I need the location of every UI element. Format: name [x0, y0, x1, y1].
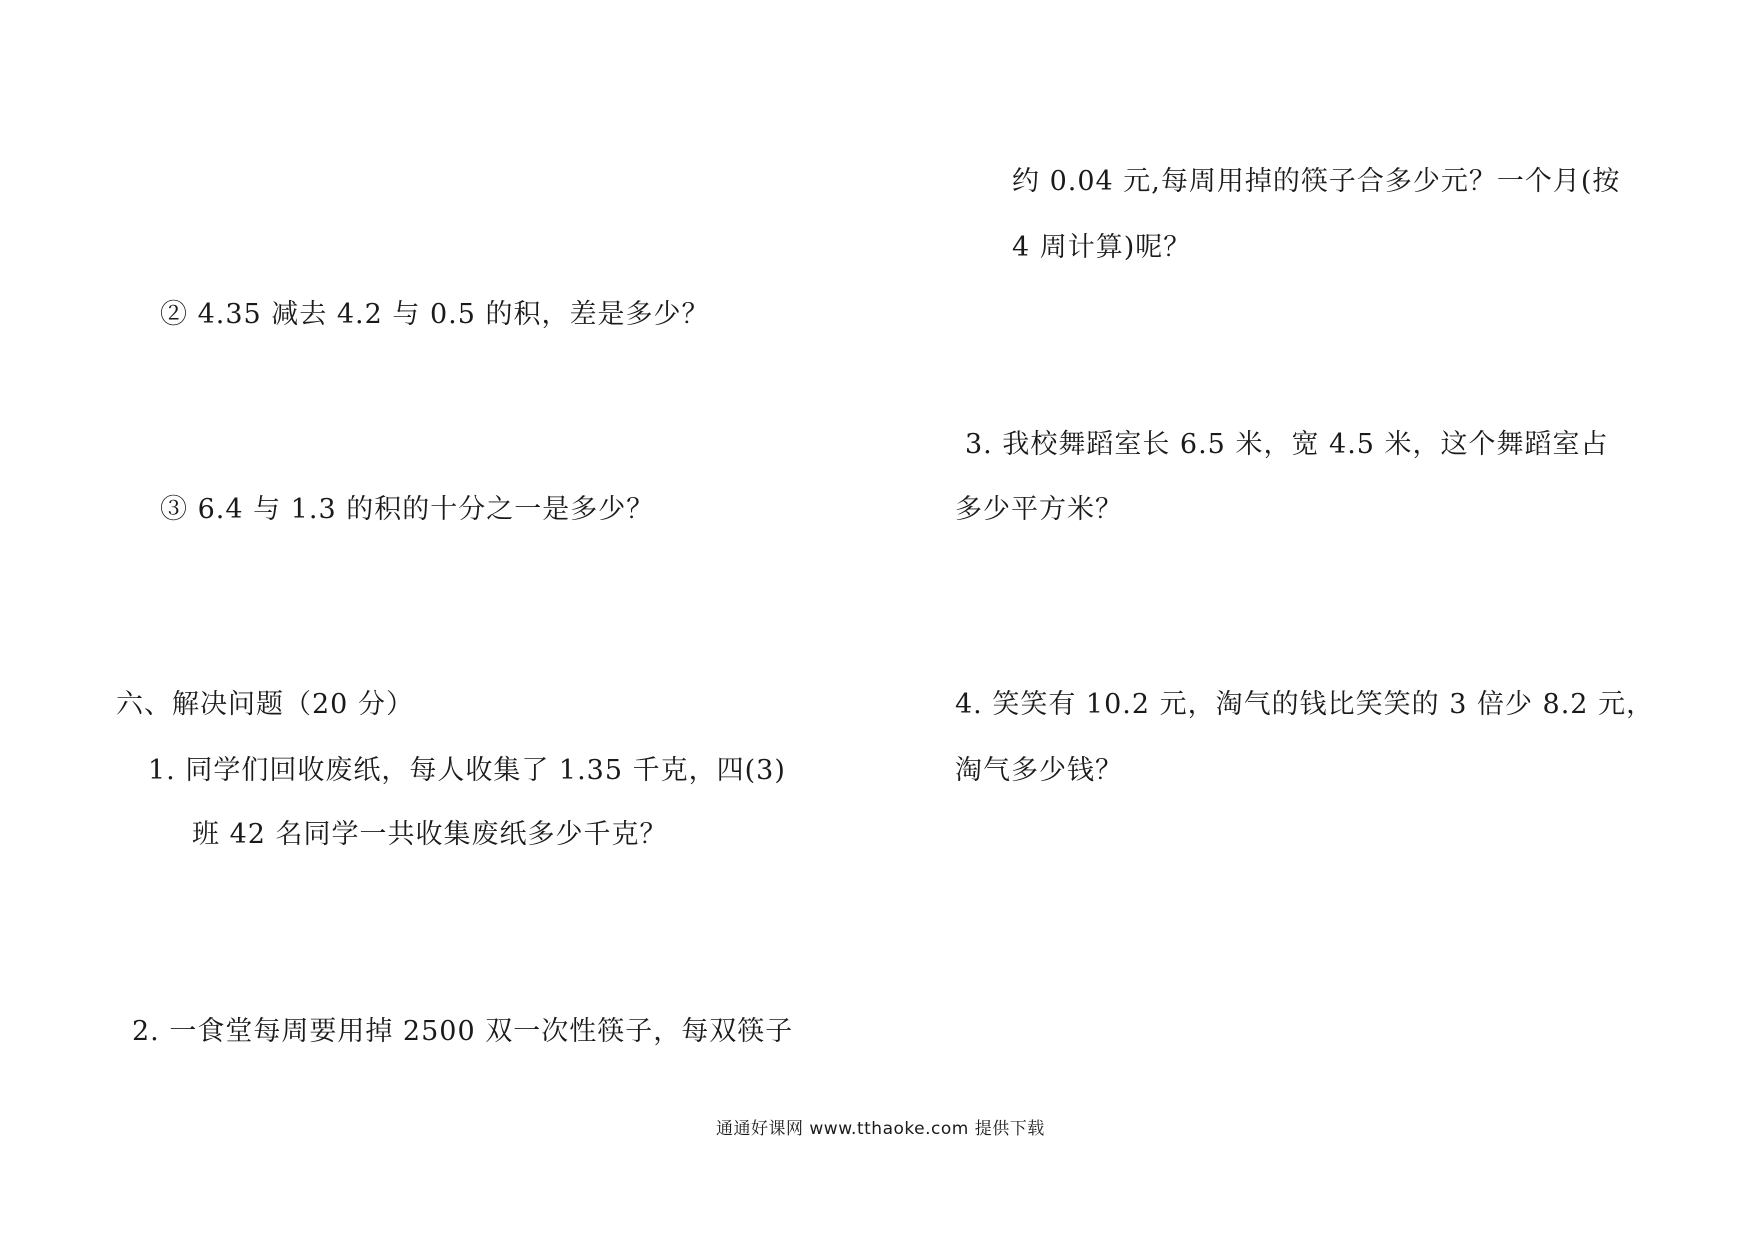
problem-3-line-1: 3. 我校舞蹈室长 6.5 米，宽 4.5 米，这个舞蹈室占: [965, 429, 1609, 460]
problem-1-line-2: 班 42 名同学一共收集废纸多少千克？: [192, 819, 668, 850]
section-heading: 六、解决问题（20 分）: [116, 689, 414, 720]
problem-2-line-3: 4 周计算)呢？: [1012, 232, 1192, 263]
problem-2-line-1: 2. 一食堂每周要用掉 2500 双一次性筷子，每双筷子: [132, 1016, 794, 1047]
problem-4-line-1: 4. 笑笑有 10.2 元，淘气的钱比笑笑的 3 倍少 8.2 元，: [955, 689, 1655, 720]
question-item-2: ② 4.35 减去 4.2 与 0.5 的积，差是多少？: [160, 299, 710, 330]
problem-1-line-1: 1. 同学们回收废纸，每人收集了 1.35 千克，四(3): [148, 755, 786, 786]
question-item-3: ③ 6.4 与 1.3 的积的十分之一是多少？: [160, 494, 655, 525]
problem-2-line-2: 约 0.04 元,每周用掉的筷子合多少元？一个月(按: [1012, 166, 1621, 197]
footer-credit: 通通好课网 www.tthaoke.com 提供下载: [716, 1119, 1045, 1139]
problem-3-line-2: 多少平方米？: [955, 494, 1123, 525]
problem-4-line-2: 淘气多少钱？: [955, 755, 1123, 786]
